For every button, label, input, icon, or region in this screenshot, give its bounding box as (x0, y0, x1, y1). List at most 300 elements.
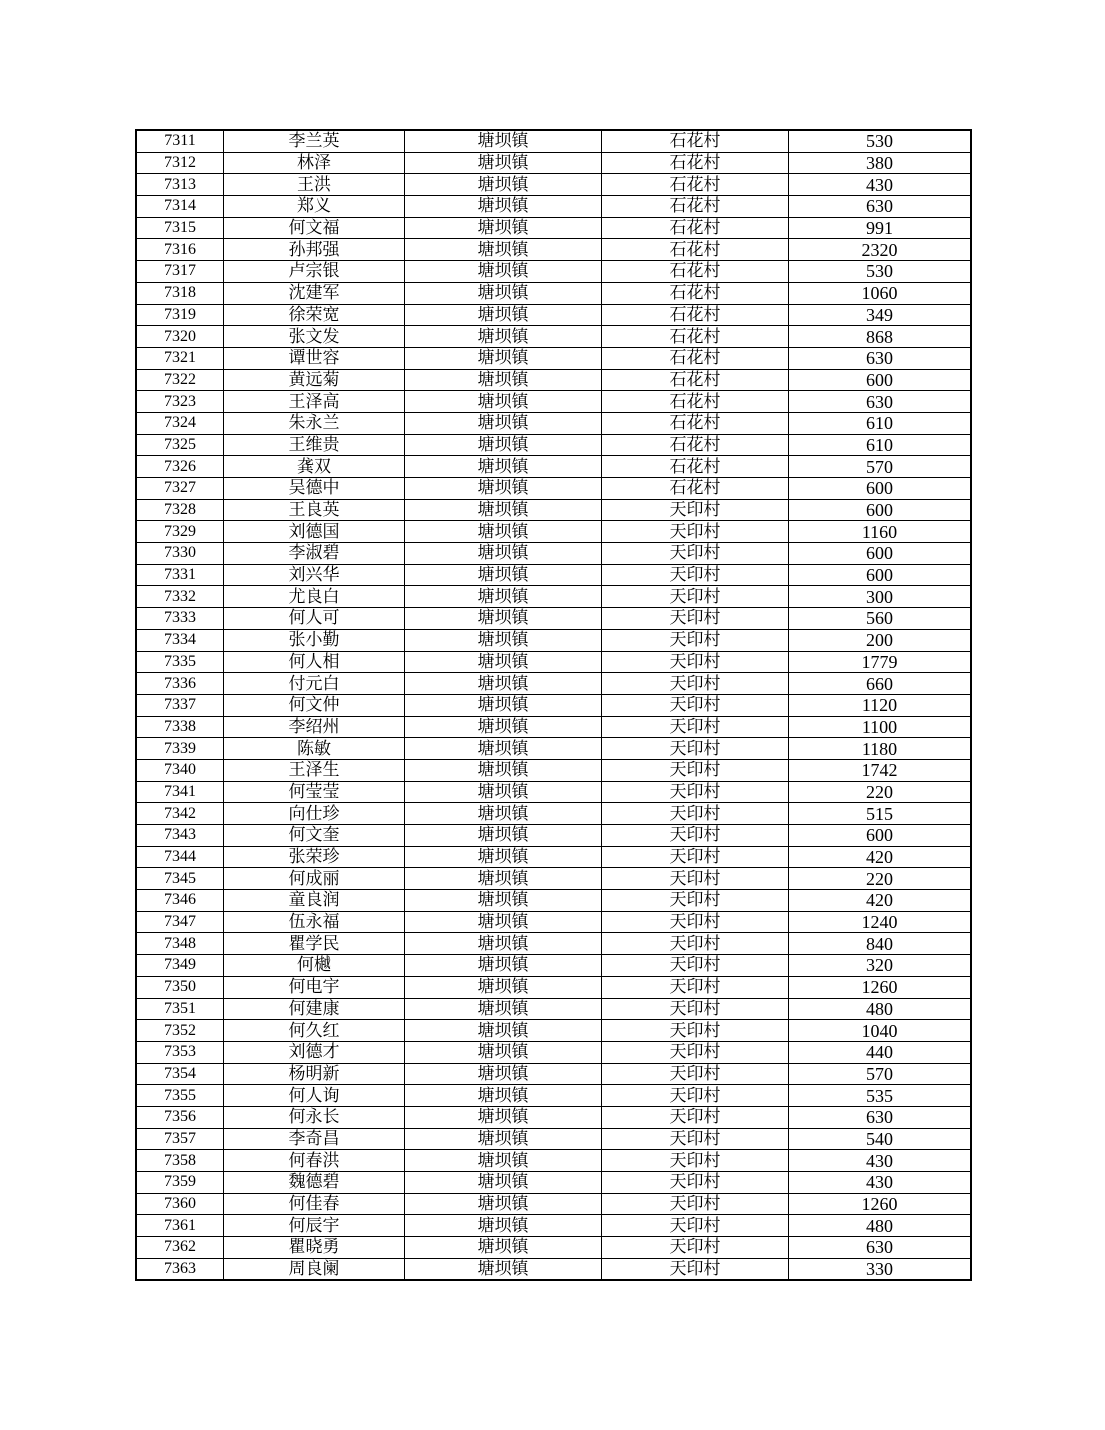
cell-amount: 540 (789, 1128, 972, 1150)
cell-person-name: 何人可 (224, 608, 405, 630)
cell-village: 石花村 (602, 347, 789, 369)
cell-serial-number: 7356 (136, 1106, 224, 1128)
cell-person-name: 刘德国 (224, 521, 405, 543)
cell-serial-number: 7349 (136, 955, 224, 977)
cell-person-name: 伍永福 (224, 911, 405, 933)
cell-village: 石花村 (602, 282, 789, 304)
table-row (136, 846, 971, 868)
table-row (136, 998, 971, 1020)
cell-person-name: 李绍州 (224, 716, 405, 738)
table-row (136, 369, 971, 391)
cell-amount: 535 (789, 1085, 972, 1107)
table-row (136, 564, 971, 586)
table-row (136, 781, 971, 803)
cell-amount: 1120 (789, 694, 972, 716)
cell-person-name: 王洪 (224, 174, 405, 196)
cell-town: 塘坝镇 (405, 1063, 602, 1085)
cell-person-name: 何电宇 (224, 976, 405, 998)
cell-person-name: 何佳春 (224, 1193, 405, 1215)
cell-village: 天印村 (602, 673, 789, 695)
table-row (136, 759, 971, 781)
cell-town: 塘坝镇 (405, 998, 602, 1020)
cell-serial-number: 7327 (136, 478, 224, 500)
cell-person-name: 张荣珍 (224, 846, 405, 868)
cell-amount: 1260 (789, 976, 972, 998)
cell-town: 塘坝镇 (405, 673, 602, 695)
table-row (136, 825, 971, 847)
cell-person-name: 陈敏 (224, 738, 405, 760)
cell-person-name: 何成丽 (224, 868, 405, 890)
table-row (136, 1063, 971, 1085)
table-row (136, 1172, 971, 1194)
cell-person-name: 徐荣宽 (224, 304, 405, 326)
cell-serial-number: 7338 (136, 716, 224, 738)
cell-amount: 840 (789, 933, 972, 955)
table-row (136, 1020, 971, 1042)
cell-village: 石花村 (602, 412, 789, 434)
cell-town: 塘坝镇 (405, 1128, 602, 1150)
cell-serial-number: 7335 (136, 651, 224, 673)
cell-town: 塘坝镇 (405, 1041, 602, 1063)
cell-town: 塘坝镇 (405, 304, 602, 326)
cell-village: 石花村 (602, 174, 789, 196)
cell-amount: 570 (789, 1063, 972, 1085)
cell-village: 石花村 (602, 456, 789, 478)
table-row (136, 651, 971, 673)
cell-village: 天印村 (602, 586, 789, 608)
cell-serial-number: 7328 (136, 499, 224, 521)
cell-serial-number: 7339 (136, 738, 224, 760)
cell-village: 石花村 (602, 391, 789, 413)
cell-village: 石花村 (602, 261, 789, 283)
cell-village: 天印村 (602, 998, 789, 1020)
table-row (136, 694, 971, 716)
cell-serial-number: 7322 (136, 369, 224, 391)
cell-town: 塘坝镇 (405, 456, 602, 478)
cell-village: 天印村 (602, 629, 789, 651)
cell-village: 天印村 (602, 868, 789, 890)
cell-serial-number: 7345 (136, 868, 224, 890)
cell-town: 塘坝镇 (405, 543, 602, 565)
cell-village: 天印村 (602, 1258, 789, 1280)
cell-person-name: 周良阑 (224, 1258, 405, 1280)
cell-village: 石花村 (602, 326, 789, 348)
cell-amount: 630 (789, 347, 972, 369)
cell-village: 石花村 (602, 369, 789, 391)
cell-serial-number: 7343 (136, 825, 224, 847)
cell-village: 天印村 (602, 608, 789, 630)
cell-serial-number: 7360 (136, 1193, 224, 1215)
cell-serial-number: 7332 (136, 586, 224, 608)
cell-serial-number: 7347 (136, 911, 224, 933)
cell-village: 天印村 (602, 955, 789, 977)
table-row (136, 586, 971, 608)
cell-person-name: 何建康 (224, 998, 405, 1020)
cell-town: 塘坝镇 (405, 1150, 602, 1172)
cell-person-name: 何文福 (224, 217, 405, 239)
cell-amount: 630 (789, 1106, 972, 1128)
cell-person-name: 瞿晓勇 (224, 1237, 405, 1259)
table-row (136, 716, 971, 738)
cell-amount: 560 (789, 608, 972, 630)
cell-amount: 430 (789, 174, 972, 196)
cell-village: 石花村 (602, 217, 789, 239)
cell-serial-number: 7318 (136, 282, 224, 304)
cell-amount: 349 (789, 304, 972, 326)
cell-serial-number: 7333 (136, 608, 224, 630)
cell-village: 天印村 (602, 803, 789, 825)
cell-serial-number: 7363 (136, 1258, 224, 1280)
cell-person-name: 何永长 (224, 1106, 405, 1128)
cell-serial-number: 7325 (136, 434, 224, 456)
table-row (136, 911, 971, 933)
cell-amount: 330 (789, 1258, 972, 1280)
cell-amount: 1742 (789, 759, 972, 781)
cell-serial-number: 7355 (136, 1085, 224, 1107)
table-row (136, 347, 971, 369)
cell-town: 塘坝镇 (405, 499, 602, 521)
cell-person-name: 何人询 (224, 1085, 405, 1107)
cell-town: 塘坝镇 (405, 1237, 602, 1259)
cell-serial-number: 7350 (136, 976, 224, 998)
cell-serial-number: 7336 (136, 673, 224, 695)
cell-town: 塘坝镇 (405, 608, 602, 630)
cell-person-name: 李淑碧 (224, 543, 405, 565)
cell-town: 塘坝镇 (405, 781, 602, 803)
table-row (136, 130, 971, 152)
cell-village: 石花村 (602, 304, 789, 326)
cell-town: 塘坝镇 (405, 261, 602, 283)
cell-town: 塘坝镇 (405, 955, 602, 977)
cell-serial-number: 7337 (136, 694, 224, 716)
cell-person-name: 郑义 (224, 196, 405, 218)
cell-village: 天印村 (602, 976, 789, 998)
cell-amount: 600 (789, 564, 972, 586)
cell-person-name: 瞿学民 (224, 933, 405, 955)
cell-village: 石花村 (602, 239, 789, 261)
cell-amount: 630 (789, 391, 972, 413)
cell-village: 天印村 (602, 825, 789, 847)
cell-amount: 300 (789, 586, 972, 608)
table-row (136, 326, 971, 348)
cell-person-name: 刘德才 (224, 1041, 405, 1063)
cell-town: 塘坝镇 (405, 369, 602, 391)
cell-village: 天印村 (602, 1150, 789, 1172)
cell-serial-number: 7346 (136, 890, 224, 912)
cell-town: 塘坝镇 (405, 825, 602, 847)
cell-person-name: 杨明新 (224, 1063, 405, 1085)
table-row (136, 976, 971, 998)
cell-person-name: 李兰英 (224, 130, 405, 152)
table-row (136, 434, 971, 456)
cell-town: 塘坝镇 (405, 738, 602, 760)
cell-village: 天印村 (602, 781, 789, 803)
cell-village: 石花村 (602, 478, 789, 500)
cell-person-name: 何春洪 (224, 1150, 405, 1172)
table-row (136, 543, 971, 565)
cell-amount: 1100 (789, 716, 972, 738)
cell-person-name: 何文奎 (224, 825, 405, 847)
cell-village: 天印村 (602, 1128, 789, 1150)
cell-amount: 220 (789, 781, 972, 803)
cell-town: 塘坝镇 (405, 564, 602, 586)
cell-amount: 440 (789, 1041, 972, 1063)
cell-person-name: 王泽生 (224, 759, 405, 781)
cell-village: 天印村 (602, 738, 789, 760)
cell-town: 塘坝镇 (405, 1106, 602, 1128)
cell-serial-number: 7354 (136, 1063, 224, 1085)
cell-amount: 220 (789, 868, 972, 890)
cell-serial-number: 7323 (136, 391, 224, 413)
cell-person-name: 林泽 (224, 152, 405, 174)
cell-serial-number: 7358 (136, 1150, 224, 1172)
table-row (136, 1128, 971, 1150)
table-row (136, 673, 971, 695)
cell-serial-number: 7314 (136, 196, 224, 218)
cell-serial-number: 7316 (136, 239, 224, 261)
table-row (136, 282, 971, 304)
cell-village: 天印村 (602, 1172, 789, 1194)
cell-serial-number: 7340 (136, 759, 224, 781)
cell-serial-number: 7331 (136, 564, 224, 586)
table-row (136, 1085, 971, 1107)
cell-person-name: 张小勤 (224, 629, 405, 651)
table-row (136, 890, 971, 912)
cell-amount: 1040 (789, 1020, 972, 1042)
cell-serial-number: 7317 (136, 261, 224, 283)
cell-serial-number: 7357 (136, 1128, 224, 1150)
cell-serial-number: 7311 (136, 130, 224, 152)
table-row (136, 196, 971, 218)
cell-amount: 200 (789, 629, 972, 651)
cell-amount: 320 (789, 955, 972, 977)
cell-town: 塘坝镇 (405, 1085, 602, 1107)
cell-town: 塘坝镇 (405, 1193, 602, 1215)
cell-town: 塘坝镇 (405, 434, 602, 456)
cell-amount: 530 (789, 130, 972, 152)
table-row (136, 521, 971, 543)
table-row (136, 478, 971, 500)
cell-amount: 660 (789, 673, 972, 695)
table-row (136, 239, 971, 261)
cell-person-name: 孙邦强 (224, 239, 405, 261)
cell-amount: 1260 (789, 1193, 972, 1215)
cell-person-name: 谭世容 (224, 347, 405, 369)
cell-person-name: 何莹莹 (224, 781, 405, 803)
cell-town: 塘坝镇 (405, 1172, 602, 1194)
cell-amount: 430 (789, 1150, 972, 1172)
cell-village: 石花村 (602, 152, 789, 174)
cell-person-name: 李奇昌 (224, 1128, 405, 1150)
cell-person-name: 卢宗银 (224, 261, 405, 283)
cell-amount: 430 (789, 1172, 972, 1194)
table-row (136, 412, 971, 434)
cell-town: 塘坝镇 (405, 868, 602, 890)
cell-town: 塘坝镇 (405, 347, 602, 369)
cell-town: 塘坝镇 (405, 629, 602, 651)
cell-amount: 2320 (789, 239, 972, 261)
cell-village: 天印村 (602, 1237, 789, 1259)
table-row (136, 955, 971, 977)
table-row (136, 868, 971, 890)
cell-village: 天印村 (602, 846, 789, 868)
cell-serial-number: 7352 (136, 1020, 224, 1042)
cell-town: 塘坝镇 (405, 846, 602, 868)
cell-village: 天印村 (602, 521, 789, 543)
cell-amount: 868 (789, 326, 972, 348)
cell-amount: 630 (789, 1237, 972, 1259)
cell-town: 塘坝镇 (405, 651, 602, 673)
cell-town: 塘坝镇 (405, 759, 602, 781)
cell-amount: 991 (789, 217, 972, 239)
cell-town: 塘坝镇 (405, 391, 602, 413)
cell-serial-number: 7320 (136, 326, 224, 348)
cell-amount: 380 (789, 152, 972, 174)
cell-amount: 1240 (789, 911, 972, 933)
table-row (136, 803, 971, 825)
cell-amount: 570 (789, 456, 972, 478)
cell-town: 塘坝镇 (405, 130, 602, 152)
cell-serial-number: 7330 (136, 543, 224, 565)
cell-amount: 610 (789, 412, 972, 434)
table-row (136, 933, 971, 955)
cell-amount: 610 (789, 434, 972, 456)
table-row (136, 1106, 971, 1128)
cell-person-name: 何文仲 (224, 694, 405, 716)
cell-village: 天印村 (602, 890, 789, 912)
cell-amount: 600 (789, 499, 972, 521)
cell-person-name: 何久红 (224, 1020, 405, 1042)
table-row (136, 217, 971, 239)
cell-amount: 420 (789, 846, 972, 868)
cell-amount: 1779 (789, 651, 972, 673)
cell-town: 塘坝镇 (405, 217, 602, 239)
cell-person-name: 王维贵 (224, 434, 405, 456)
cell-serial-number: 7326 (136, 456, 224, 478)
cell-town: 塘坝镇 (405, 694, 602, 716)
cell-serial-number: 7351 (136, 998, 224, 1020)
cell-serial-number: 7315 (136, 217, 224, 239)
cell-town: 塘坝镇 (405, 478, 602, 500)
table-row (136, 304, 971, 326)
cell-town: 塘坝镇 (405, 716, 602, 738)
cell-town: 塘坝镇 (405, 911, 602, 933)
cell-amount: 530 (789, 261, 972, 283)
cell-town: 塘坝镇 (405, 803, 602, 825)
cell-village: 天印村 (602, 911, 789, 933)
cell-village: 天印村 (602, 564, 789, 586)
table-row (136, 1150, 971, 1172)
table-row (136, 456, 971, 478)
table-row (136, 1041, 971, 1063)
table-row (136, 1193, 971, 1215)
cell-town: 塘坝镇 (405, 586, 602, 608)
cell-village: 天印村 (602, 1041, 789, 1063)
cell-person-name: 尤良白 (224, 586, 405, 608)
cell-town: 塘坝镇 (405, 521, 602, 543)
cell-amount: 1180 (789, 738, 972, 760)
cell-amount: 515 (789, 803, 972, 825)
cell-amount: 630 (789, 196, 972, 218)
cell-person-name: 张文发 (224, 326, 405, 348)
table-body (136, 130, 971, 1280)
cell-serial-number: 7342 (136, 803, 224, 825)
cell-village: 天印村 (602, 1063, 789, 1085)
cell-serial-number: 7334 (136, 629, 224, 651)
cell-town: 塘坝镇 (405, 174, 602, 196)
cell-serial-number: 7313 (136, 174, 224, 196)
cell-serial-number: 7329 (136, 521, 224, 543)
cell-village: 天印村 (602, 1106, 789, 1128)
table-row (136, 499, 971, 521)
cell-person-name: 刘兴华 (224, 564, 405, 586)
cell-person-name: 何樾 (224, 955, 405, 977)
cell-person-name: 吴德中 (224, 478, 405, 500)
cell-village: 天印村 (602, 1085, 789, 1107)
cell-serial-number: 7359 (136, 1172, 224, 1194)
table-row (136, 1215, 971, 1237)
cell-person-name: 何辰宇 (224, 1215, 405, 1237)
cell-village: 天印村 (602, 1193, 789, 1215)
table-row (136, 1258, 971, 1280)
cell-village: 天印村 (602, 694, 789, 716)
cell-person-name: 付元白 (224, 673, 405, 695)
cell-serial-number: 7353 (136, 1041, 224, 1063)
cell-town: 塘坝镇 (405, 933, 602, 955)
cell-village: 天印村 (602, 1215, 789, 1237)
cell-village: 天印村 (602, 933, 789, 955)
cell-village: 天印村 (602, 1020, 789, 1042)
table-row (136, 261, 971, 283)
cell-village: 石花村 (602, 434, 789, 456)
table-row (136, 152, 971, 174)
cell-town: 塘坝镇 (405, 282, 602, 304)
cell-town: 塘坝镇 (405, 1020, 602, 1042)
cell-serial-number: 7361 (136, 1215, 224, 1237)
cell-village: 天印村 (602, 499, 789, 521)
table-row (136, 1237, 971, 1259)
cell-village: 天印村 (602, 759, 789, 781)
cell-person-name: 王泽高 (224, 391, 405, 413)
cell-serial-number: 7344 (136, 846, 224, 868)
table-row (136, 629, 971, 651)
cell-village: 天印村 (602, 543, 789, 565)
cell-serial-number: 7362 (136, 1237, 224, 1259)
cell-serial-number: 7341 (136, 781, 224, 803)
cell-village: 石花村 (602, 130, 789, 152)
cell-amount: 600 (789, 369, 972, 391)
table-row (136, 174, 971, 196)
cell-village: 天印村 (602, 651, 789, 673)
cell-person-name: 魏德碧 (224, 1172, 405, 1194)
cell-person-name: 何人相 (224, 651, 405, 673)
cell-person-name: 向仕珍 (224, 803, 405, 825)
cell-town: 塘坝镇 (405, 196, 602, 218)
cell-town: 塘坝镇 (405, 239, 602, 261)
table-row (136, 738, 971, 760)
cell-amount: 480 (789, 1215, 972, 1237)
cell-town: 塘坝镇 (405, 412, 602, 434)
cell-person-name: 龚双 (224, 456, 405, 478)
cell-person-name: 朱永兰 (224, 412, 405, 434)
cell-person-name: 王良英 (224, 499, 405, 521)
cell-amount: 1060 (789, 282, 972, 304)
cell-town: 塘坝镇 (405, 152, 602, 174)
cell-amount: 420 (789, 890, 972, 912)
cell-serial-number: 7321 (136, 347, 224, 369)
cell-amount: 480 (789, 998, 972, 1020)
cell-amount: 600 (789, 543, 972, 565)
